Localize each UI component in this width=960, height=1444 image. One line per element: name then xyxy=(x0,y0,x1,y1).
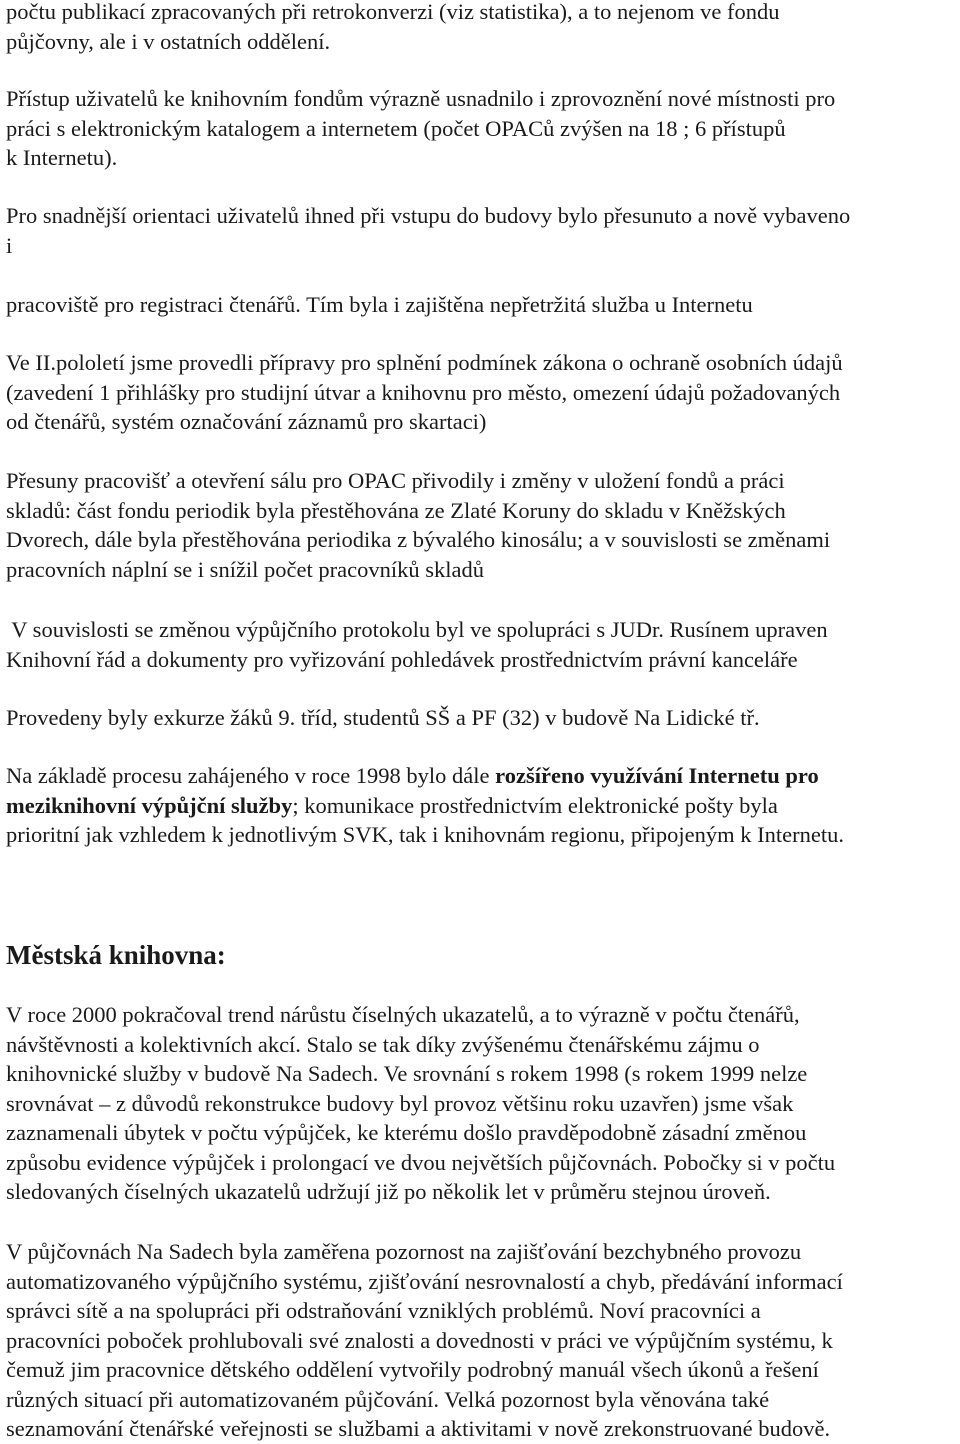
text-line: Dvorech, dále byla přestěhována periodika z bývalého kinosálu; a v souvislosti se změnami xyxy=(6,527,831,552)
paragraph-city-library xyxy=(6,1000,954,1207)
text-line: čemuž jim pracovnice dětského oddělení vytvořily podrobný manuál všech úkonů a řešení xyxy=(6,1357,819,1382)
text-line: srovnávat – z důvodů rekonstrukce budovy byl provoz většinu roku uzavřen) jsme však xyxy=(6,1090,794,1116)
text-line: od čtenářů, systém označování záznamů pro skartaci) xyxy=(6,409,487,434)
paragraph-excursions xyxy=(6,703,954,733)
bold-text: meziknihovní výpůjční služby xyxy=(6,792,293,818)
paragraph-loan-protocol xyxy=(6,615,954,674)
paragraph-relocations xyxy=(6,466,954,584)
text-line: návštěvnosti a kolektivních akcí. Stalo se tak díky zvýšenému čtenářskému zájmu o xyxy=(6,1031,760,1057)
text-line: skladů: část fondu periodik byla přestěhována ze Zlaté Koruny do skladu v Kněžských xyxy=(6,497,786,523)
paragraph-opac-access xyxy=(6,84,954,173)
text-run: ; komunikace prostřednictvím elektronické pošty byla xyxy=(292,792,778,818)
text-line: způsobu evidence výpůjček i prolongací ve dvou největších půjčovnách. Pobočky si v počtu xyxy=(6,1149,836,1175)
paragraph-registration xyxy=(6,290,954,320)
paragraph-data-protection xyxy=(6,348,954,437)
paragraph-retroconversion xyxy=(6,0,954,56)
text-line: i xyxy=(6,232,13,258)
text-line: různých situací při automatizovaném půjčování. Velká pozornost byla věnována také xyxy=(6,1386,770,1412)
text-line: k Internetu). xyxy=(6,145,118,170)
text-line: knihovnické služby v budově Na Sadech. Ve srovnání s rokem 1998 (s rokem 1999 nelze xyxy=(6,1061,808,1086)
section-heading: Městská knihovna: xyxy=(6,940,226,970)
text-line: V roce 2000 pokračoval trend nárůstu číselných ukazatelů, a to výrazně v počtu čtenářů, xyxy=(6,1002,800,1027)
text-line xyxy=(6,791,954,821)
text-line: Ve II.pololetí jsme provedli přípravy pro splnění podmínek zákona o ochraně osobních údajů xyxy=(6,350,843,375)
text-line xyxy=(6,761,954,791)
text-line: Knihovní řád a dokumenty pro vyřizování pohledávek prostřednictvím právní kanceláře xyxy=(6,646,798,672)
text-line: pracovníci poboček prohlubovali své znalosti a dovednosti v práci ve výpůjčním systému, k xyxy=(6,1327,833,1353)
text-line: Přístup uživatelů ke knihovním fondům výrazně usnadnilo i zprovoznění nové místnosti pro xyxy=(6,86,836,111)
text-line: správci sítě a na spolupráci při odstraňování vzniklých problémů. Noví pracovníci a xyxy=(6,1298,761,1323)
text-line: V půjčovnách Na Sadech byla zaměřena pozornost na zajišťování bezchybného provozu xyxy=(6,1239,802,1264)
text-line: zaznamenali úbytek v počtu výpůjček, ke kterému došlo pravděpodobně zásadní změnou xyxy=(6,1120,807,1145)
text-line: Provedeny byly exkurze žáků 9. tříd, studentů SŠ a PF (32) v budově Na Lidické tř. xyxy=(6,705,760,730)
text-line: Pro snadnější orientaci uživatelů ihned při vstupu do budovy bylo přesunuto a nově vybaveno xyxy=(6,203,851,228)
text-line: pracoviště pro registraci čtenářů. Tím byla i zajištěna nepřetržitá služba u Internetu xyxy=(6,292,753,317)
text-line: pracovních náplní se i snížil počet pracovníků skladů xyxy=(6,556,484,582)
text-line: prioritní jak vzhledem k jednotlivým SVK, tak i knihovnám regionu, připojeným k Internetu. xyxy=(6,822,844,847)
text-line: sledovaných číselných ukazatelů udržují již po několik let v průměru stejnou úroveň. xyxy=(6,1179,771,1204)
text-line: V souvislosti se změnou výpůjčního protokolu byl ve spolupráci s JUDr. Rusínem upraven xyxy=(6,617,828,642)
paragraph-internet-ill xyxy=(6,761,954,850)
text-line: Přesuny pracovišť a otevření sálu pro OPAC přivodily i změny v uložení fondů a práci xyxy=(6,468,785,493)
text-run: Na základě procesu zahájeného v roce 1998 bylo dále xyxy=(6,763,496,788)
text-line: půjčovny, ale i v ostatních oddělení. xyxy=(6,28,331,54)
text-line: automatizovaného výpůjčního systému, zjišťování nesrovnalostí a chyb, předávání informací xyxy=(6,1268,843,1294)
paragraph-orientation xyxy=(6,201,954,260)
paragraph-loan-departments xyxy=(6,1237,954,1444)
bold-text: rozšířeno využívání Internetu pro xyxy=(495,763,819,788)
text-line: seznamování čtenářské veřejnosti se službami a aktivitami v nově zrekonstruované budově. xyxy=(6,1416,831,1441)
text-line: počtu publikací zpracovaných při retrokonverzi (viz statistika), a to nejenom ve fondu xyxy=(6,0,780,24)
text-line: (zavedení 1 přihlášky pro studijní útvar a knihovnu pro město, omezení údajů požadovaných xyxy=(6,379,841,405)
text-line: práci s elektronickým katalogem a internetem (počet OPACů zvýšen na 18 ; 6 přístupů xyxy=(6,115,786,141)
